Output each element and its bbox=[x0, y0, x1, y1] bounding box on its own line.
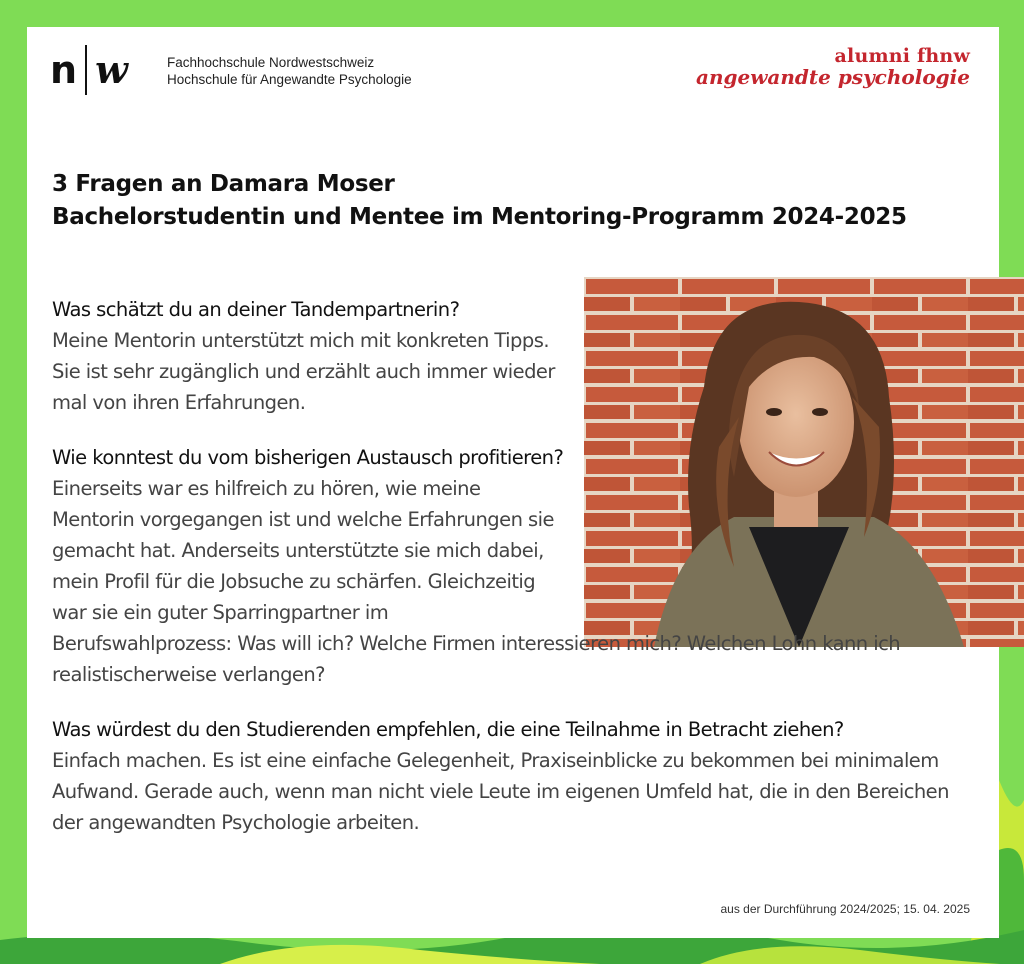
qa-block-1 bbox=[52, 294, 567, 418]
page-title bbox=[52, 168, 992, 234]
alumni-line-1: alumni fhnw bbox=[834, 45, 970, 67]
question-2: Wie konntest du vom bisherigen Austausch profitieren? bbox=[52, 446, 564, 469]
alumni-logo bbox=[696, 46, 970, 88]
answer-3: Einfach machen. Es ist eine einfache Gelegenheit, Praxiseinblicke zu bekommen bei minimalem Aufwand. Gerade auch, wenn man nicht viele Leute im eigenen Umfeld hat, die in den Bereichen der angewandten Psychologie arbeiten. bbox=[52, 749, 949, 834]
answer-2-text: Einerseits war es hilfreich zu hören, wie meine Mentorin vorgegangen ist und welche Erfahrungen sie gemacht hat. Anderseits unterstützte sie mich dabei, mein Profil für die Jobsuche zu schärfen. Gleichzeitig war sie ein guter Sparringpartner im Berufswahlprozess: Was will ich? Welche Firmen interessieren mich? Welchen Lohn kann ich realistischerweise verlangen? bbox=[52, 477, 901, 686]
title-line-2: Bachelorstudentin und Mentee im Mentoring-Programm 2024-2025 bbox=[52, 204, 907, 230]
answer-1: Meine Mentorin unterstützt mich mit konkreten Tipps. Sie ist sehr zugänglich und erzählt auch immer wieder mal von ihren Erfahrungen. bbox=[52, 329, 555, 414]
institution-line-2: Hochschule für Angewandte Psychologie bbox=[167, 72, 412, 87]
question-3: Was würdest du den Studierenden empfehlen, die eine Teilnahme in Betracht ziehen? bbox=[52, 718, 844, 741]
qa-block-2 bbox=[52, 442, 982, 690]
logo-divider bbox=[85, 45, 87, 95]
question-1: Was schätzt du an deiner Tandempartnerin? bbox=[52, 298, 460, 321]
institution-name bbox=[167, 54, 412, 88]
fhnw-logo bbox=[50, 45, 128, 95]
logo-letter-w: w bbox=[95, 47, 128, 92]
answer-2 bbox=[52, 473, 982, 690]
photo-wrap-guard bbox=[562, 473, 982, 613]
title-line-1: 3 Fragen an Damara Moser bbox=[52, 171, 395, 197]
interview-content bbox=[52, 294, 982, 862]
institution-line-1: Fachhochschule Nordwestschweiz bbox=[167, 55, 375, 70]
qa-block-3 bbox=[52, 714, 982, 838]
alumni-line-2: angewandte psychologie bbox=[695, 65, 970, 89]
logo-letter-n: n bbox=[50, 48, 78, 92]
footer-date: aus der Durchführung 2024/2025; 15. 04. 2025 bbox=[720, 902, 970, 916]
